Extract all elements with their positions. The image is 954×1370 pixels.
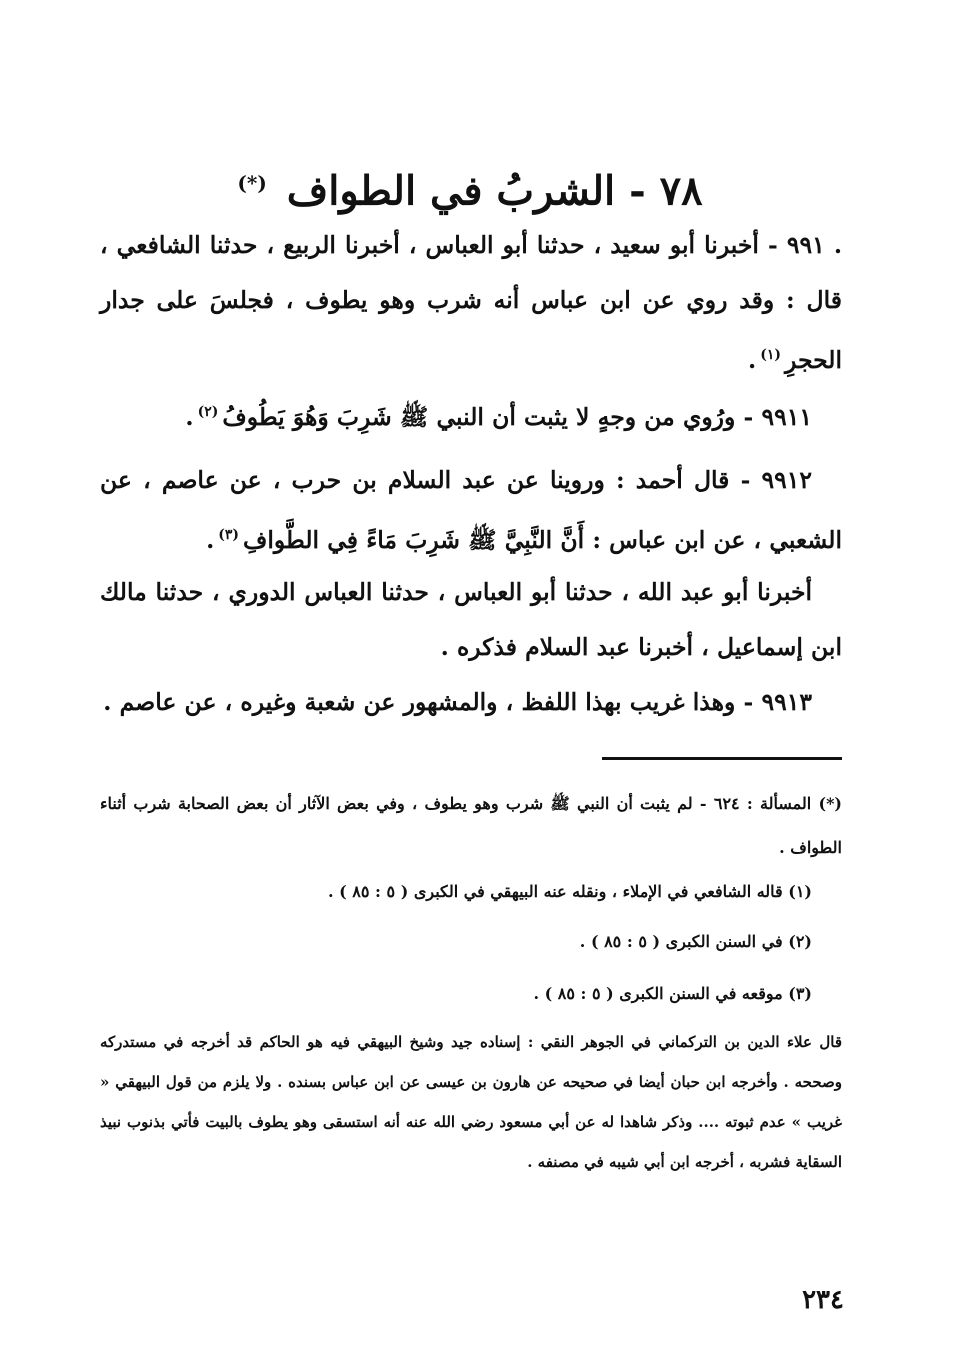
hadith-paragraph-9910 bbox=[100, 218, 842, 388]
footnote-ref-1: (١) bbox=[760, 347, 781, 363]
footnote-2: (٢) في السنن الكبرى ( ٥ : ٨٥ ) . bbox=[579, 932, 812, 951]
footnote-3: (٣) موقعه في السنن الكبرى ( ٥ : ٨٥ ) . bbox=[533, 984, 812, 1003]
paragraph-text: . ٩٩١ - أخبرنا أبو سعيد ، حدثنا أبو العباس ، أخبرنا الربيع ، حدثنا الشافعي ، قال : وقد روي عن ابن عباس أنه شرب وهو يطوف ، فجلسَ على جدار الحجرِ bbox=[100, 231, 842, 374]
paragraph-text: ٩٩١٢ - قال أحمد : وروينا عن عبد السلام بن حرب ، عن عاصم ، عن الشعبي ، عن ابن عباس : أَنَّ النَّبِيَّ ﷺ شَرِبَ مَاءً فِي الطَّوافِ bbox=[100, 466, 842, 554]
paragraph-text: ٩٩١٣ - وهذا غريب بهذا اللفظ ، والمشهور عن شعبة وغيره ، عن عاصم . bbox=[103, 688, 812, 716]
hadith-paragraph-9911 bbox=[100, 385, 842, 445]
footnote-star: (*) المسألة : ٦٢٤ - لم يثبت أن النبي ﷺ شرب وهو يطوف ، وفي بعض الآثار أن بعض الصحابة شرب أثناء الطواف . bbox=[100, 794, 843, 857]
hadith-paragraph-9913 bbox=[100, 675, 842, 730]
hadith-paragraph-9912 bbox=[100, 453, 842, 568]
isnad-paragraph bbox=[100, 565, 842, 675]
paragraph-text: أخبرنا أبو عبد الله ، حدثنا أبو العباس ، حدثنا العباس الدوري ، حدثنا مالك ابن إسماعيل ، أخبرنا عبد السلام فذكره . bbox=[100, 578, 842, 661]
page-number: ٢٣٤ bbox=[802, 1285, 844, 1315]
footnote-ref-3: (٣) bbox=[218, 527, 240, 543]
paragraph-end: . bbox=[185, 402, 194, 431]
chapter-title-footnote-marker: (*) bbox=[237, 171, 267, 195]
paragraph-text: ٩٩١١ - ورُوي من وجهٍ لا يثبت أن النبي ﷺ شَرِبَ وَهُوَ يَطُوفُ bbox=[222, 402, 812, 431]
footnote-1: (١) قاله الشافعي في الإملاء ، ونقله عنه البيهقي في الكبرى ( ٥ : ٨٥ ) . bbox=[328, 882, 812, 901]
chapter-number: ٧٨ - bbox=[629, 167, 703, 215]
footnote-ref-2: (٢) bbox=[197, 404, 219, 420]
chapter-title bbox=[100, 148, 840, 226]
paragraph-end: . bbox=[206, 525, 215, 554]
paragraph-end: . bbox=[748, 345, 757, 374]
footnote-separator bbox=[602, 757, 842, 760]
footnote-commentary: قال علاء الدين بن التركماني في الجوهر النقي : إسناده جيد وشيخ البيهقي فيه هو الحاكم قد أخرجه في مستدركه وصححه . وأخرجه ابن حبان أيضا في صحيحه عن هارون بن عيسى عن ابن عباس بسنده . ولا يلزم من قول البيهقي « غريب » عدم ثبوته .... وذكر شاهدا له عن أبي مسعود رضي الله عنه أنه استسقى وهو يطوف بالبيت فأتي بذنوب نبيذ السقاية فشربه ، أخرجه ابن أبي شيبه في مصنفه . bbox=[100, 1033, 842, 1171]
chapter-title-text: الشربُ في الطواف bbox=[286, 167, 616, 215]
